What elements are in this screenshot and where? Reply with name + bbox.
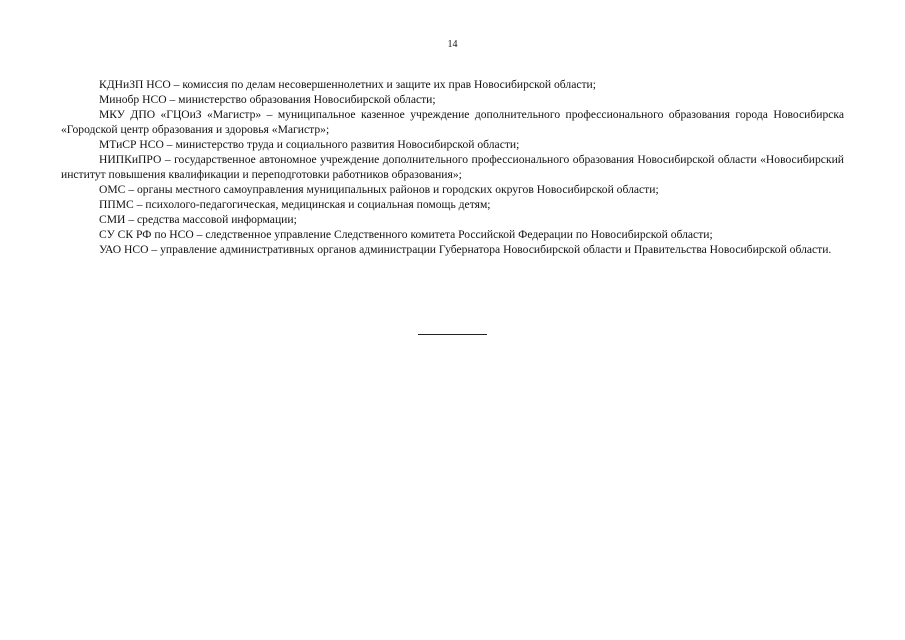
- abbreviation-entry: УАО НСО – управление административных органов администрации Губернатора Новосибирской области и Правительства Новосибирской области.: [99, 243, 832, 256]
- abbreviation-entry: МКУ ДПО «ГЦОиЗ «Магистр» – муниципальное казенное учреждение дополнительного профессионального образования города Новосибирска «Городской центр образования и здоровья «Магистр»;: [61, 108, 844, 136]
- abbreviation-entry: СМИ – средства массовой информации;: [99, 213, 297, 226]
- end-separator-line: [418, 334, 487, 335]
- abbreviation-entry: МТиСР НСО – министерство труда и социального развития Новосибирской области;: [99, 138, 520, 151]
- abbreviation-entry: НИПКиПРО – государственное автономное учреждение дополнительного профессионального образования Новосибирской области «Новосибирский институт повышения квалификации и переподготовки работников образования»;: [61, 153, 844, 181]
- page-number: 14: [447, 39, 458, 50]
- abbreviation-list: [61, 77, 844, 257]
- abbreviation-entry: Минобр НСО – министерство образования Новосибирской области;: [99, 93, 436, 106]
- abbreviation-entry: КДНиЗП НСО – комиссия по делам несовершеннолетних и защите их прав Новосибирской области;: [99, 78, 596, 91]
- abbreviation-entry: ОМС – органы местного самоуправления муниципальных районов и городских округов Новосибирской области;: [99, 183, 659, 196]
- abbreviation-entry: ППМС – психолого-педагогическая, медицинская и социальная помощь детям;: [99, 198, 491, 211]
- abbreviation-entry: СУ СК РФ по НСО – следственное управление Следственного комитета Российской Федерации по Новосибирской области;: [99, 228, 713, 241]
